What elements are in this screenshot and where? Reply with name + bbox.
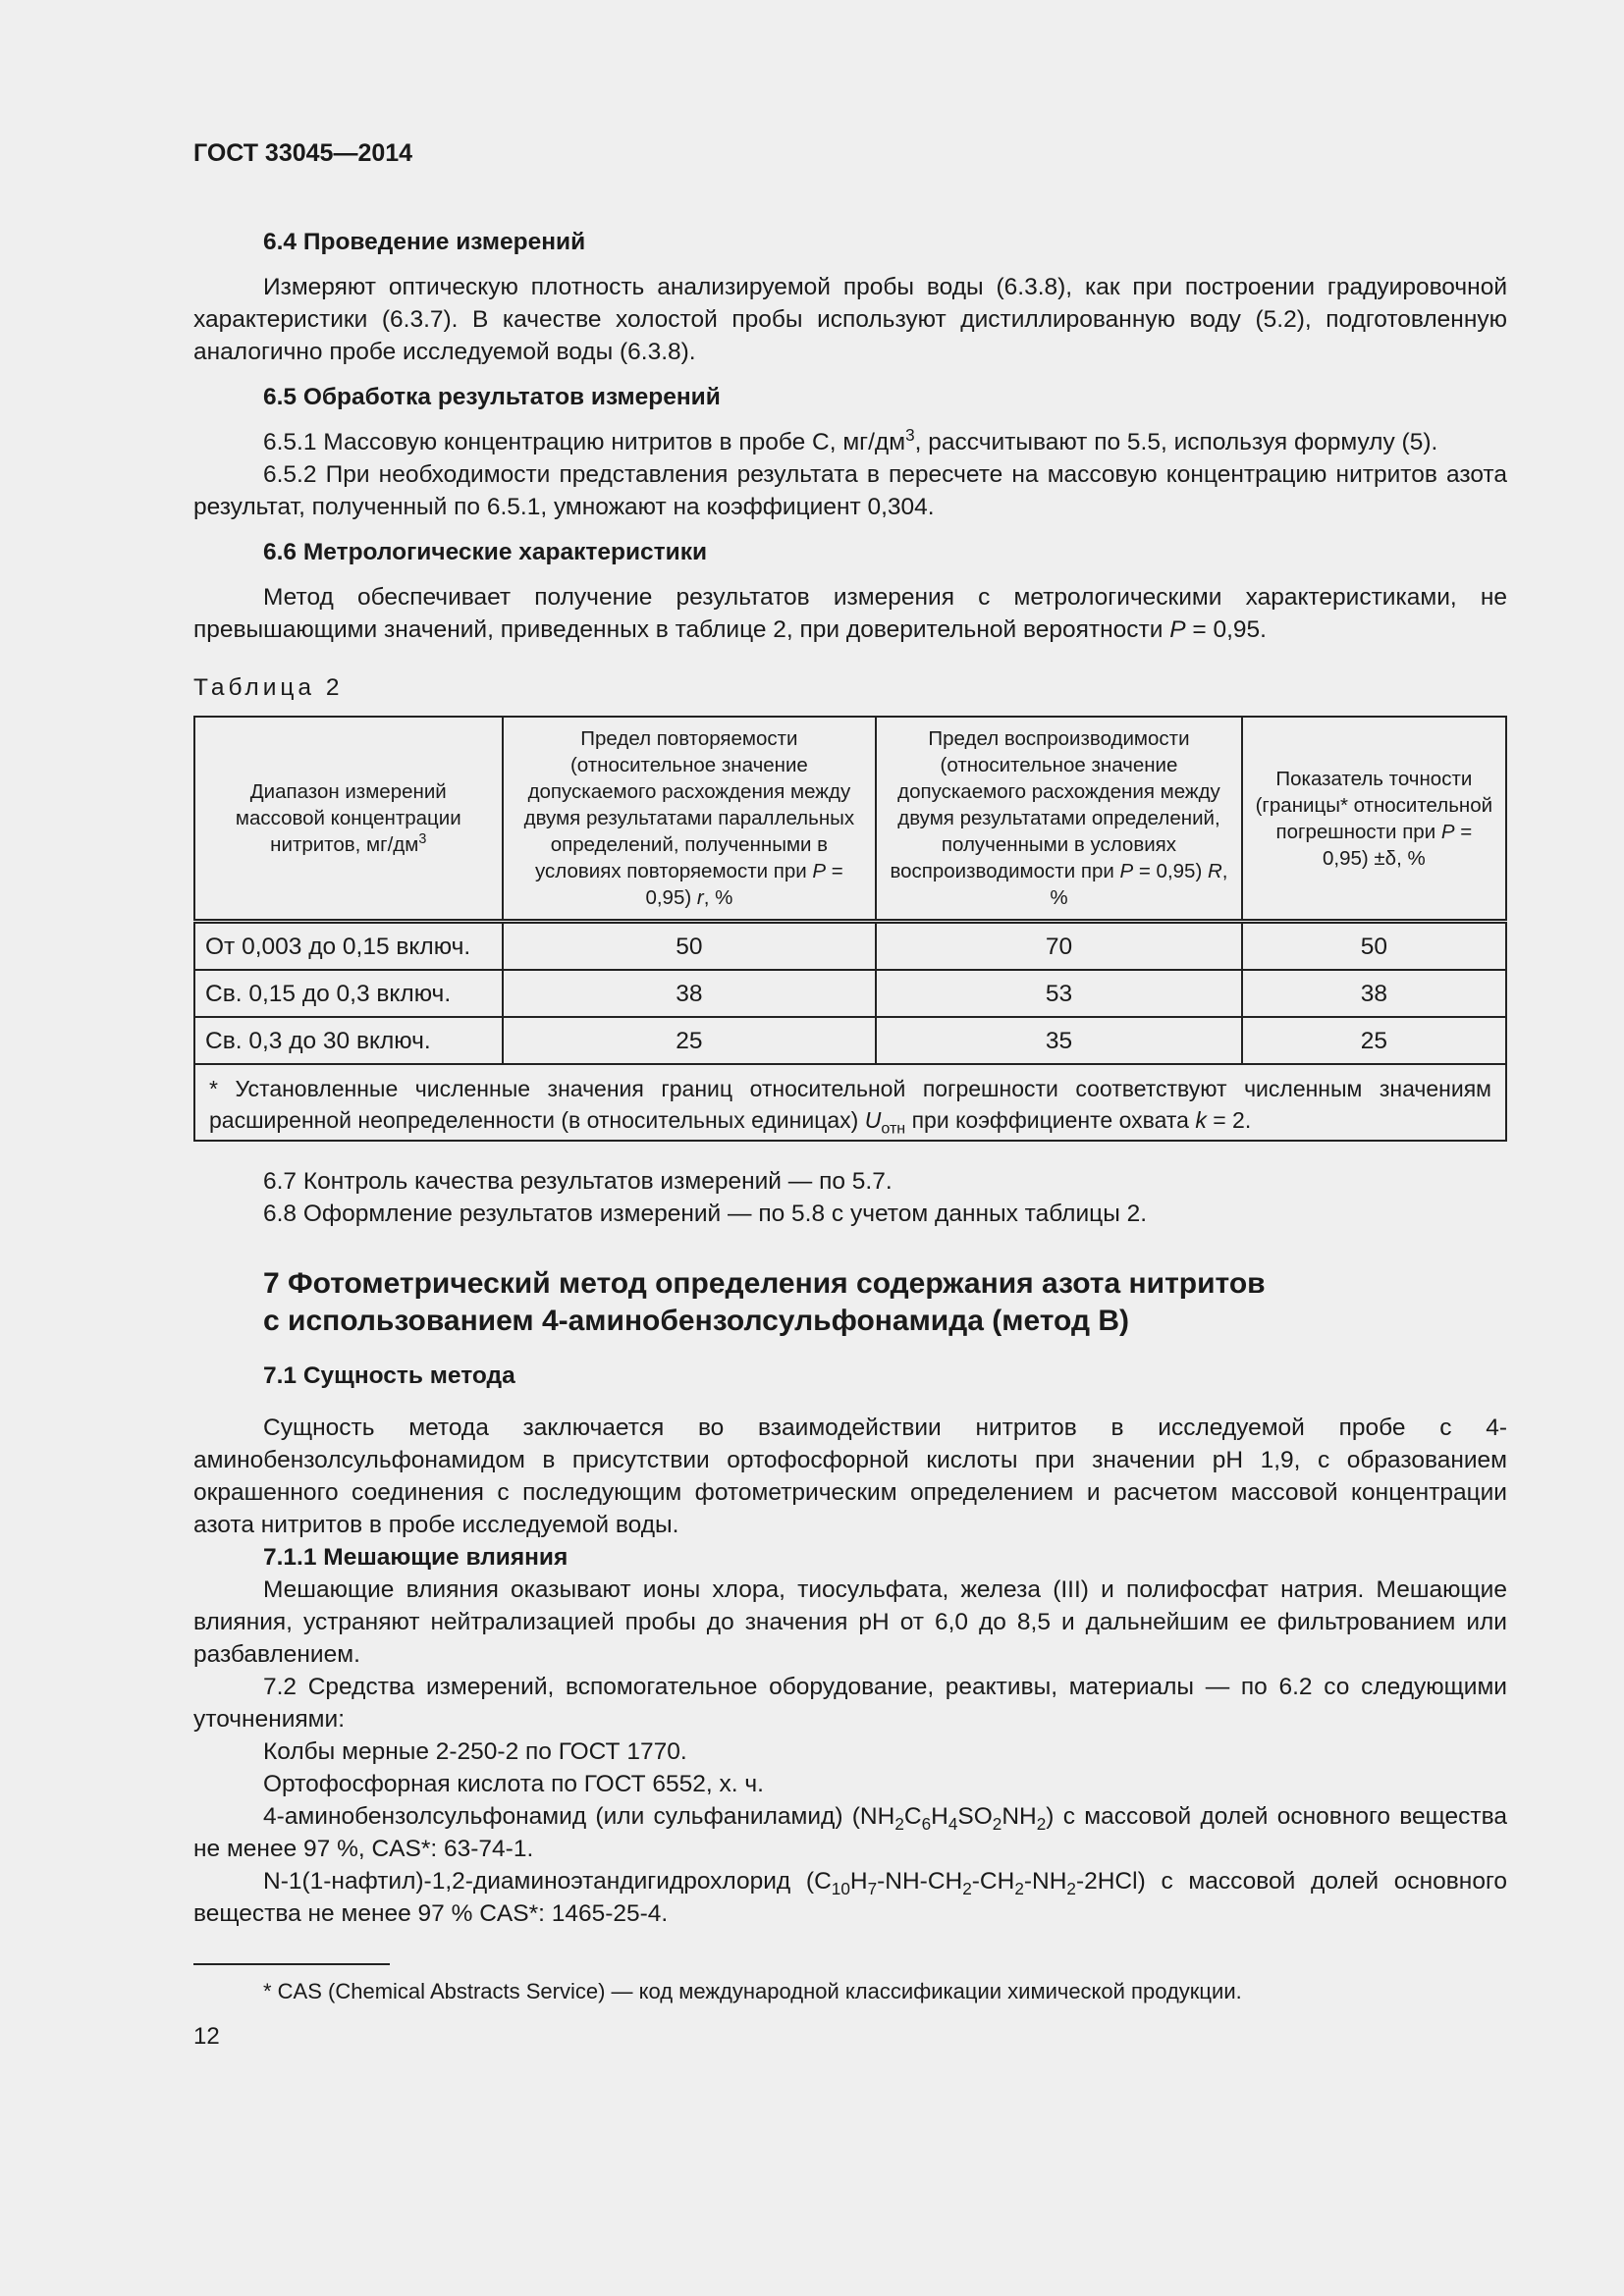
cell-accuracy: 50 [1242,922,1506,971]
table-header-row [194,717,1506,922]
table-footnote-row [194,1064,1506,1141]
page-content [193,137,1507,2053]
section-7-title: 7 Фотометрический метод определения содержания азота нитритов с использованием 4-аминобензолсульфонамида (метод В) [263,1267,1266,1337]
table-2 [193,716,1507,1142]
header-repeatability: Предел повторяемости (относительное значение допускаемого расхождения между двумя результатами параллельных определений, полученными в условиях повторяемости при P = 0,95) r, % [503,717,877,922]
section-6-4-text: Измеряют оптическую плотность анализируемой пробы воды (6.3.8), как при построении градуировочной характеристики (6.3.7). В качестве холостой пробы используют дистиллированную воду (5.2), подготовленную аналогично пробе исследуемой воды (6.3.8). [193,274,1507,365]
section-6-6-title: 6.6 Метрологические характеристики [263,539,708,565]
table-row [194,1017,1506,1064]
section-6-5-2-text: 6.5.2 При необходимости представления результата в пересчете на массовую концентрацию нитритов азота результат, полученный по 6.5.1, умножают на коэффициент 0,304. [193,461,1507,520]
table-2-caption: Таблица 2 [193,674,344,701]
header-reproducibility: Предел воспроизводимости (относительное значение допускаемого расхождения между двумя результатами определений, полученными в условиях воспроизводимости при P = 0,95) R, % [876,717,1241,922]
page-footnote: * CAS (Chemical Abstracts Service) — код международной классификации химической продукции. [263,1979,1242,2003]
section-6-8-text: 6.8 Оформление результатов измерений — по 5.8 с учетом данных таблицы 2. [263,1201,1148,1227]
table-row [194,970,1506,1017]
cell-repeatability: 50 [503,922,877,971]
cell-accuracy: 38 [1242,970,1506,1017]
cell-repeatability: 38 [503,970,877,1017]
document-code: ГОСТ 33045—2014 [193,139,413,167]
cell-reproducibility: 53 [876,970,1241,1017]
cell-reproducibility: 70 [876,922,1241,971]
cell-range: Св. 0,3 до 30 включ. [194,1017,503,1064]
section-7-1-text: Сущность метода заключается во взаимодействии нитритов в исследуемой пробе с 4-аминобензолсульфонамидом в присутствии ортофосфорной кислоты при значении рН 1,9, с образованием окрашенного соединения с последующим фотометрическим определением и расчетом массовой концентрации азота нитритов в пробе исследуемой воды. [193,1415,1507,1538]
cell-range: Св. 0,15 до 0,3 включ. [194,970,503,1017]
section-7-1-1-title: 7.1.1 Мешающие влияния [263,1544,568,1571]
section-7-2-text: 7.2 Средства измерений, вспомогательное оборудование, реактивы, материалы — по 6.2 со следующими уточнениями: [193,1674,1507,1733]
cell-range: От 0,003 до 0,15 включ. [194,922,503,971]
footnote-divider [193,1963,390,1965]
section-6-6-text: Метод обеспечивает получение результатов измерения с метрологическими характеристиками, не превышающими значений, приведенных в таблице 2, при доверительной вероятности P = 0,95. [193,584,1507,643]
header-accuracy: Показатель точности (границы* относительной погрешности при P = 0,95) ±δ, % [1242,717,1506,922]
header-range: Диапазон измерений массовой концентрации нитритов, $мг/дм^3$ [194,717,503,922]
section-6-5-title: 6.5 Обработка результатов измерений [263,384,721,410]
list-item: 4-аминобензолсульфонамид (или сульфаниламид) $(NH_2C_6H_4SO_2NH_2)$ с массовой долей основного вещества не менее 97 %, CAS*: 63-74-1. [193,1803,1508,1862]
section-7-1-1-text: Мешающие влияния оказывают ионы хлора, тиосульфата, железа (III) и полифосфат натрия. Мешающие влияния, устраняют нейтрализацией пробы до значения рН от 6,0 до 8,5 и дальнейшим ее фильтрованием или разбавлением. [193,1576,1507,1668]
list-item: Колбы мерные 2-250-2 по ГОСТ 1770. [263,1738,687,1765]
table-row [194,922,1506,971]
table-footnote: * Установленные численные значения границ относительной погрешности соответствуют численным значениям расширенной неопределенности (в относительных единицах) $U_{отн}$ при коэффициенте охвата k = 2. [194,1064,1506,1141]
section-6-7-text: 6.7 Контроль качества результатов измерений — по 5.7. [263,1168,893,1195]
section-6-5-1-text: 6.5.1 Массовую концентрацию нитритов в пробе С, $мг/дм^3$, рассчитывают по 5.5, используя формулу (5). [263,424,1438,455]
cell-accuracy: 25 [1242,1017,1506,1064]
list-item: N-1(1-нафтил)-1,2-диаминоэтандигидрохлорид $(C_{10}H_7-NH-CH_2-CH_2-NH_2-2HCl)$ с массовой долей основного вещества не менее 97 % CAS*: 1465-25-4. [193,1868,1507,1927]
section-6-4-title: 6.4 Проведение измерений [263,229,586,255]
list-item: Ортофосфорная кислота по ГОСТ 6552, х. ч. [263,1771,764,1797]
cell-repeatability: 25 [503,1017,877,1064]
section-7-1-title: 7.1 Сущность метода [263,1362,515,1389]
page-number: 12 [193,2023,220,2050]
cell-reproducibility: 35 [876,1017,1241,1064]
